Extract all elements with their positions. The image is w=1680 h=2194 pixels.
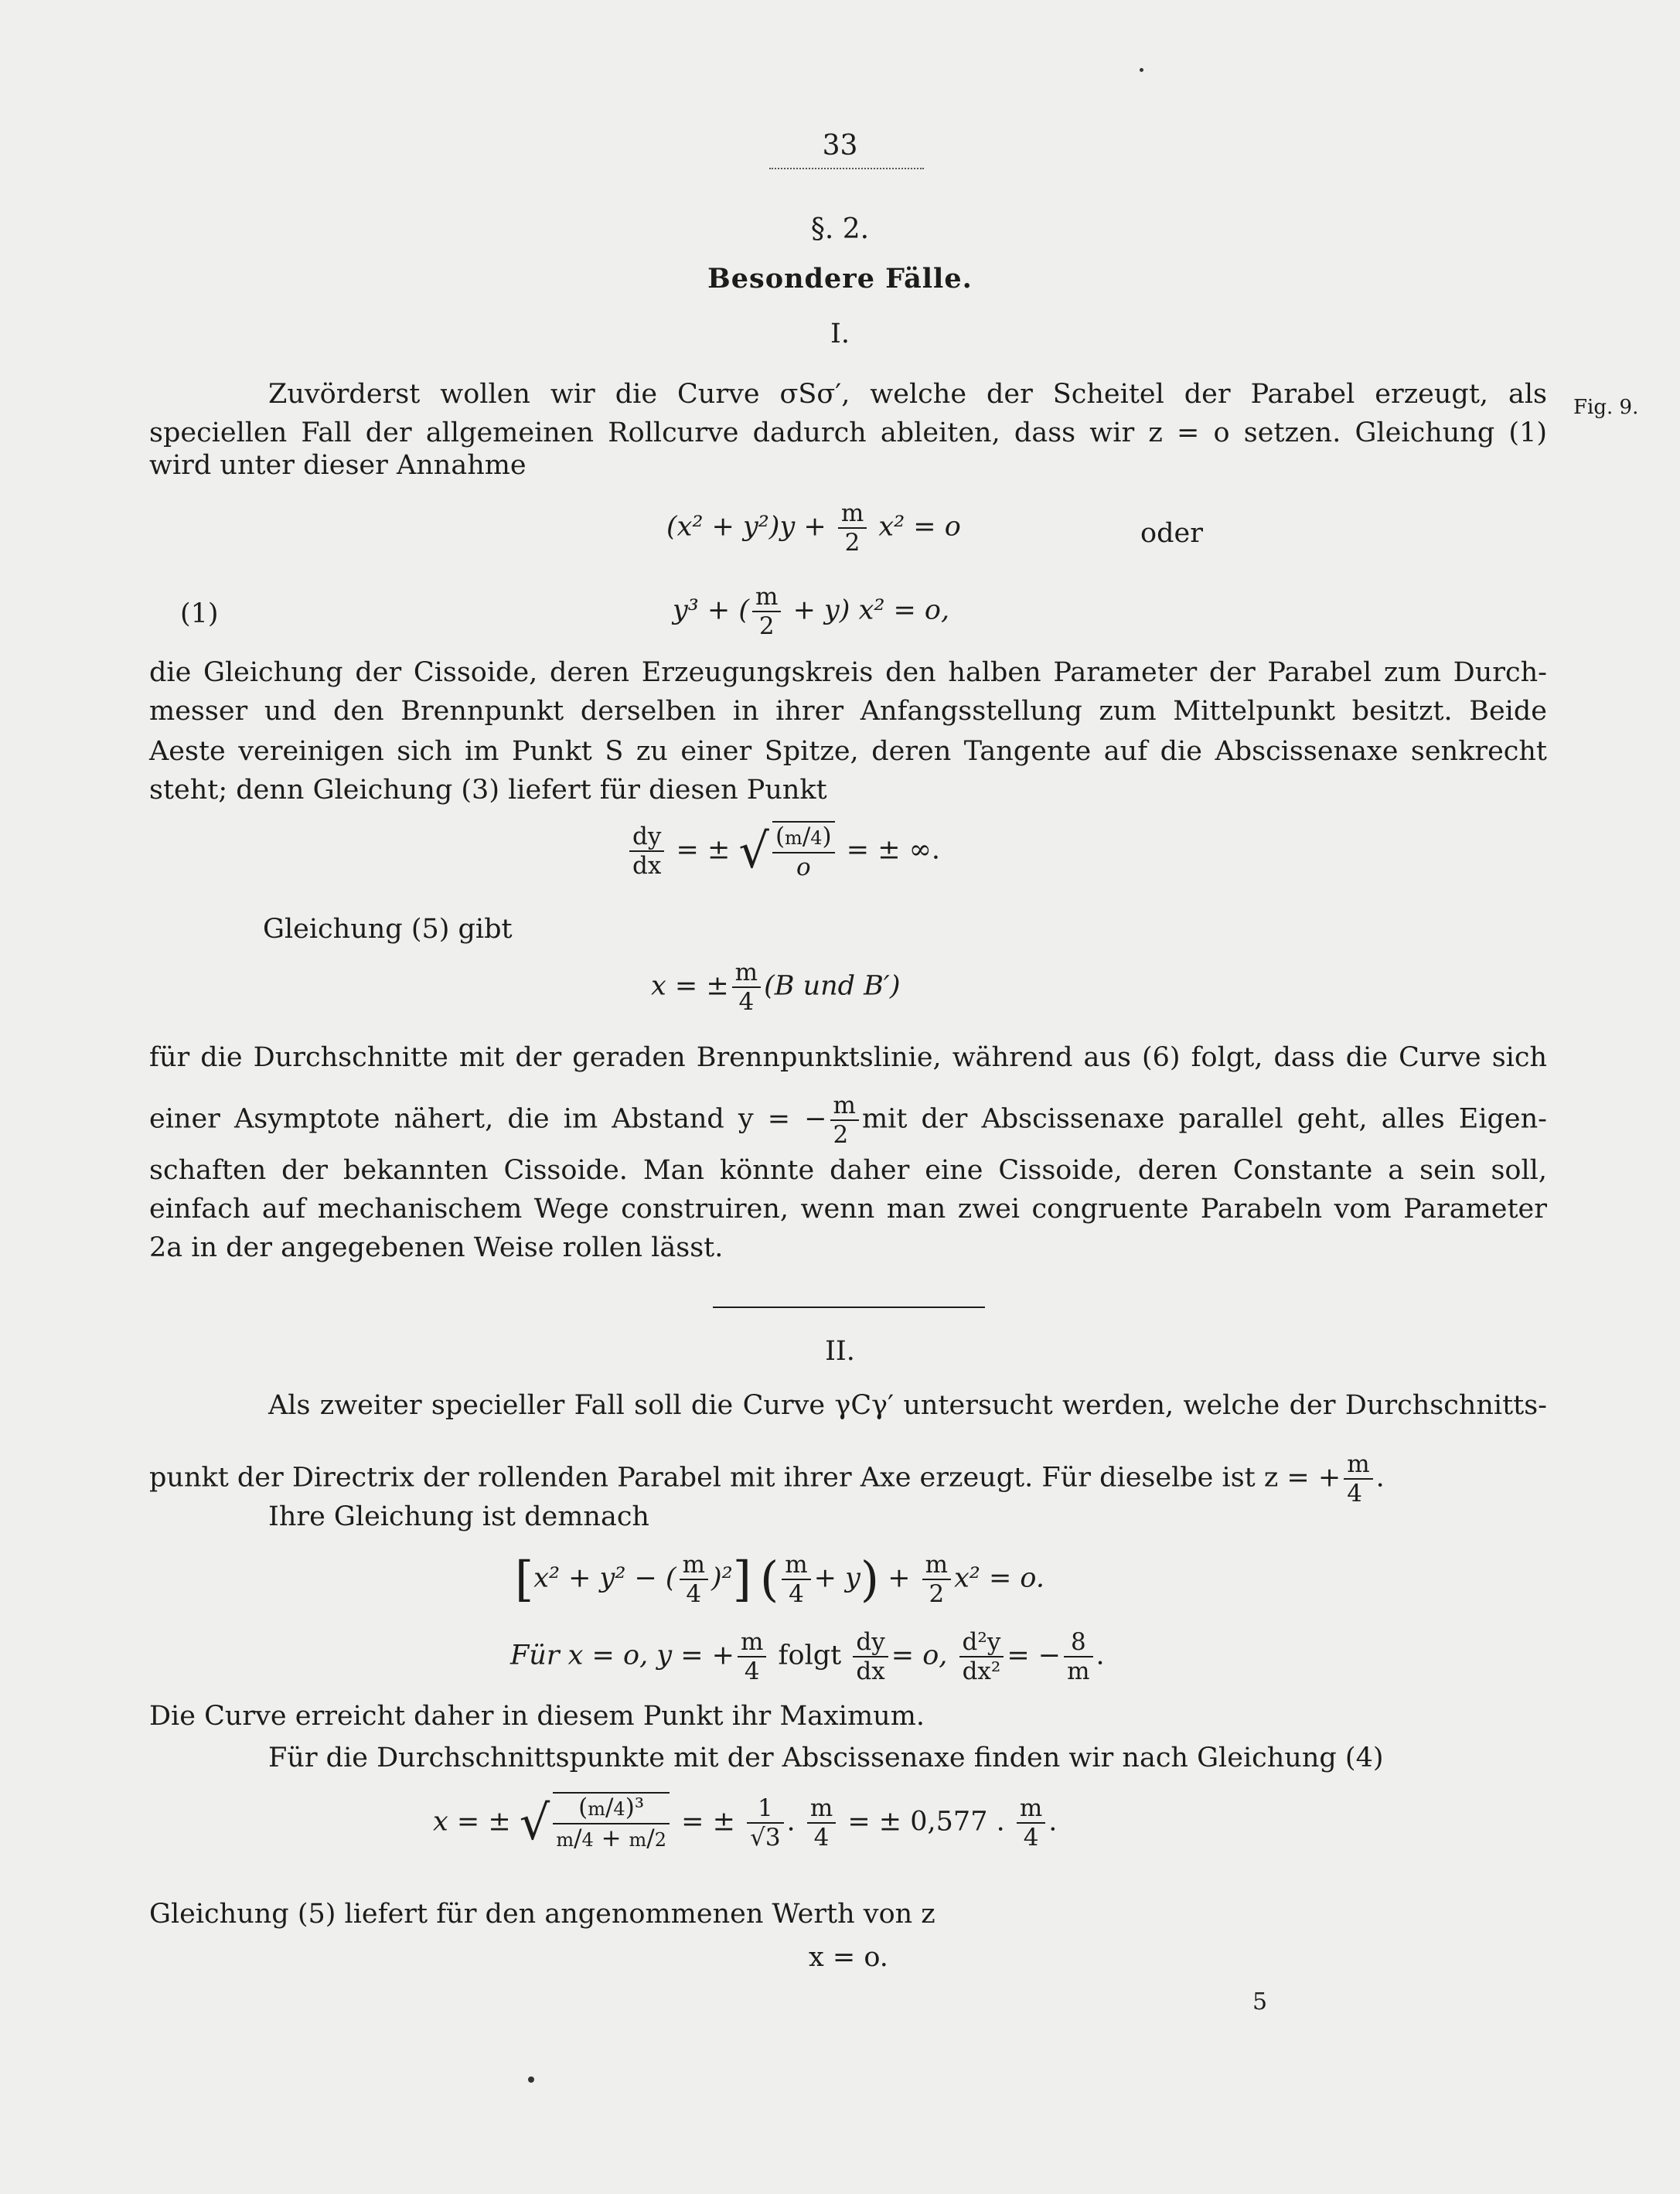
text-line: einfach auf mechanischem Wege construiren, wenn man zwei congruente Parabeln vom Parameter <box>149 1194 1547 1225</box>
signature-mark: 5 <box>1252 1988 1268 2015</box>
text-line: wird unter dieser Annahme <box>149 450 526 481</box>
page-number: 33 <box>822 130 858 162</box>
equation-8: x = o. <box>809 1942 888 1973</box>
text-line: schaften der bekannten Cissoide. Man könnte daher eine Cissoide, deren Constante a sein soll, <box>149 1155 1547 1186</box>
equation-3: $\frac{dy}{dx}$ = ± √ $\frac{(m/4)}{o}$ = ± ∞. <box>626 821 940 881</box>
text-line: Für die Durchschnittspunkte mit der Abscissenaxe finden wir nach Gleichung (4) <box>268 1743 1384 1773</box>
text-line: 2a in der angegebenen Weise rollen lässt. <box>149 1232 724 1263</box>
text-line: die Gleichung der Cissoide, deren Erzeugungskreis den halben Parameter der Parabel zum Durch- <box>149 657 1547 688</box>
subsection-ii: II. <box>825 1336 855 1367</box>
text-line-with-fraction: einer Asymptote nähert, die im Abstand y = − $\frac{m}{2}$ mit der Abscissenaxe parallel geht, alles Eigen- <box>149 1092 1548 1149</box>
equation-6: Für x = o, y = + $\frac{m}{4}$ folgt $\frac{dy}{dx}$ = o, $\frac{\text{d²y}}{\text{dx²}}$ = − $\frac{8}{m}$ . <box>510 1628 1105 1685</box>
text-line: Aeste vereinigen sich im Punkt S zu einer Spitze, deren Tangente auf die Abscissenaxe senkrecht <box>149 736 1547 767</box>
subsection-i: I. <box>830 319 850 349</box>
equation-1: (x² + y²)y + $\frac{m}{2}$ x² = o <box>666 499 961 557</box>
text-line: Als zweiter specieller Fall soll die Curve γCγ′ untersucht werden, welche der Durchschnitts- <box>268 1390 1547 1421</box>
ink-speck <box>1140 68 1143 72</box>
section-divider <box>713 1307 985 1308</box>
text-line: messer und den Brennpunkt derselben in ihrer Anfangsstellung zum Mittelpunkt besitzt. Beide <box>149 696 1547 727</box>
text-line: Ihre Gleichung ist demnach <box>268 1501 649 1532</box>
equation-5: [x² + y² − ( $\frac{m}{4}$ )²] ( $\frac{m}{4}$ + y) + $\frac{m}{2}$ x² = o. <box>515 1551 1044 1608</box>
margin-note: Fig. 9. <box>1573 396 1639 419</box>
text-line: Gleichung (5) liefert für den angenommenen Werth von z <box>149 1899 935 1930</box>
equation-7: x = ± √ $\frac{\text{(m/4)³}}{m/4 + m/2}$ = ± $\frac{1}{√3}$ . $\frac{m}{4}$ = ± 0,577 . $\frac{m}{4}$ . <box>433 1794 1058 1852</box>
oder-label: oder <box>1140 518 1203 549</box>
ink-speck <box>528 2076 534 2083</box>
section-number: §. 2. <box>810 213 870 245</box>
text-line: speciellen Fall der allgemeinen Rollcurve dadurch ableiten, dass wir z = o setzen. Gleichung (1) <box>149 417 1547 448</box>
equation-2: y³ + ( $\frac{m}{2}$ + y) x² = o, <box>673 583 950 640</box>
text-line: für die Durchschnitte mit der geraden Brennpunktslinie, während aus (6) folgt, dass die Curve sich <box>149 1042 1547 1073</box>
equation-label: (1) <box>180 598 219 629</box>
equation-4: x = ± $\frac{m}{4}$ (B und B′) <box>651 959 901 1016</box>
text-line: steht; denn Gleichung (3) liefert für diesen Punkt <box>149 775 827 806</box>
text-line: Die Curve erreicht daher in diesem Punkt ihr Maximum. <box>149 1701 925 1732</box>
text-line-with-fraction: punkt der Directrix der rollenden Parabel mit ihrer Axe erzeugt. Für dieselbe ist z = + $\frac{m}{4}$ . <box>149 1450 1385 1508</box>
section-heading: Besondere Fälle. <box>707 263 973 295</box>
text-line: Gleichung (5) gibt <box>263 914 513 945</box>
page-number-underline <box>769 168 924 169</box>
text-line: Zuvörderst wollen wir die Curve σSσ′, welche der Scheitel der Parabel erzeugt, als <box>268 379 1547 410</box>
